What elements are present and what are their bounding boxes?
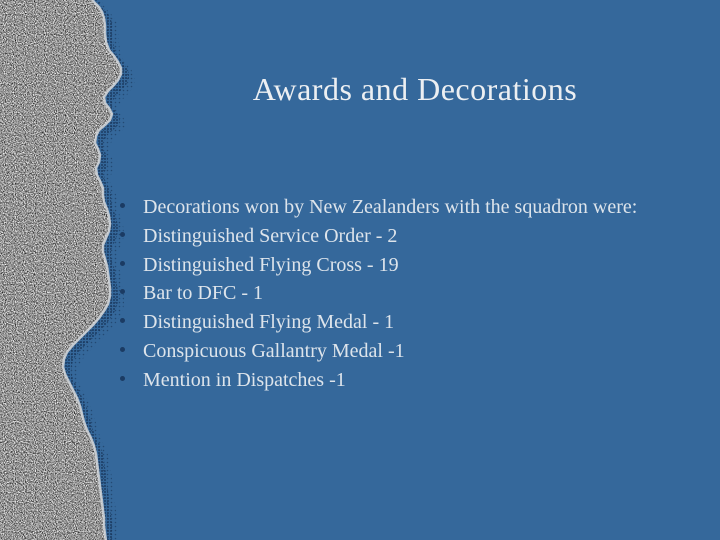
bullet-text: Distinguished Flying Medal - 1 xyxy=(143,311,395,333)
bullet-icon xyxy=(120,318,125,323)
bullet-icon xyxy=(120,289,125,294)
slide-title: Awards and Decorations xyxy=(252,71,578,107)
bullet-text: Decorations won by New Zealanders with the squadron were: xyxy=(143,196,638,218)
bullet-text: Conspicuous Gallantry Medal -1 xyxy=(143,339,405,362)
bullet-item xyxy=(120,309,704,338)
bullet-icon xyxy=(120,376,125,381)
bullet-item xyxy=(120,252,704,281)
bullet-icon xyxy=(120,232,125,237)
bullet-text: Distinguished Flying Cross - 19 xyxy=(143,253,399,276)
bullet-text: Bar to DFC - 1 xyxy=(143,282,263,305)
bullet-item xyxy=(120,338,704,367)
bullet-icon xyxy=(120,261,125,266)
bullet-icon xyxy=(120,347,125,352)
bullet-text: Mention in Dispatches -1 xyxy=(143,368,346,391)
bullet-icon xyxy=(120,203,125,208)
bullet-item xyxy=(120,280,704,309)
bullet-list xyxy=(120,194,704,395)
bullet-item xyxy=(120,194,704,223)
bullet-item xyxy=(120,223,704,252)
bullet-item xyxy=(120,367,704,396)
bullet-text: Distinguished Service Order - 2 xyxy=(143,224,398,247)
